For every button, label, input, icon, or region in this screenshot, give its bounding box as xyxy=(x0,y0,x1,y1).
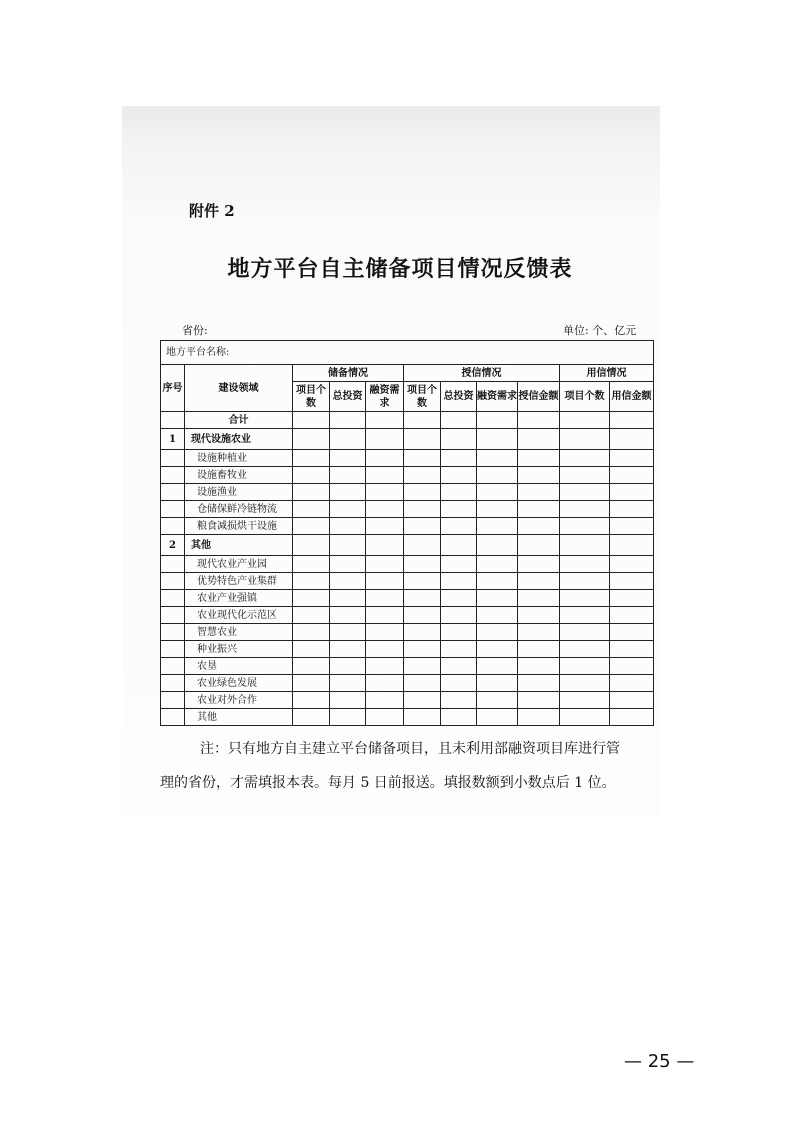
value-cell[interactable] xyxy=(610,429,654,450)
item-row xyxy=(161,658,654,675)
subheader-cell: 项目个数 xyxy=(293,382,330,412)
value-cell[interactable] xyxy=(441,624,477,641)
value-cell[interactable] xyxy=(330,412,366,429)
value-cell[interactable] xyxy=(477,501,518,518)
page-number: — 25 — xyxy=(624,1051,695,1072)
value-cell[interactable] xyxy=(441,501,477,518)
value-cell[interactable] xyxy=(610,590,654,607)
value-cell[interactable] xyxy=(441,658,477,675)
value-cell[interactable] xyxy=(477,573,518,590)
subheader-cell: 融资需求 xyxy=(366,382,404,412)
value-cell[interactable] xyxy=(477,556,518,573)
value-cell[interactable] xyxy=(404,641,441,658)
value-cell[interactable] xyxy=(518,692,560,709)
value-cell[interactable] xyxy=(518,501,560,518)
value-cell[interactable] xyxy=(404,429,441,450)
value-cell[interactable] xyxy=(330,675,366,692)
value-cell[interactable] xyxy=(330,658,366,675)
value-cell[interactable] xyxy=(477,518,518,535)
total-row xyxy=(161,412,654,429)
value-cell[interactable] xyxy=(518,709,560,726)
value-cell[interactable] xyxy=(404,607,441,624)
seq-cell: 1 xyxy=(161,429,185,450)
category-label: 现代设施农业 xyxy=(185,429,293,450)
value-cell[interactable] xyxy=(404,675,441,692)
value-cell[interactable] xyxy=(404,450,441,467)
seq-cell xyxy=(161,624,185,641)
value-cell[interactable] xyxy=(330,429,366,450)
value-cell[interactable] xyxy=(441,429,477,450)
value-cell[interactable] xyxy=(293,429,330,450)
value-cell[interactable] xyxy=(293,709,330,726)
subheader-cell: 用信金额 xyxy=(610,382,654,412)
value-cell[interactable] xyxy=(477,641,518,658)
value-cell[interactable] xyxy=(610,484,654,501)
value-cell[interactable] xyxy=(293,450,330,467)
item-row xyxy=(161,573,654,590)
value-cell[interactable] xyxy=(366,412,404,429)
value-cell[interactable] xyxy=(293,692,330,709)
value-cell[interactable] xyxy=(366,641,404,658)
item-label: 农业对外合作 xyxy=(185,692,293,709)
value-cell[interactable] xyxy=(366,590,404,607)
value-cell[interactable] xyxy=(366,450,404,467)
value-cell[interactable] xyxy=(518,556,560,573)
item-row xyxy=(161,641,654,658)
value-cell[interactable] xyxy=(477,624,518,641)
value-cell[interactable] xyxy=(441,573,477,590)
item-row xyxy=(161,590,654,607)
seq-cell xyxy=(161,658,185,675)
platform-name-label: 地方平台名称: xyxy=(161,341,654,365)
value-cell[interactable] xyxy=(477,484,518,501)
value-cell[interactable] xyxy=(518,429,560,450)
subheader-cell: 授信金额 xyxy=(518,382,560,412)
value-cell[interactable] xyxy=(293,675,330,692)
item-label: 设施种植业 xyxy=(185,450,293,467)
value-cell[interactable] xyxy=(404,692,441,709)
value-cell[interactable] xyxy=(610,641,654,658)
value-cell[interactable] xyxy=(330,624,366,641)
seq-cell xyxy=(161,607,185,624)
value-cell[interactable] xyxy=(610,573,654,590)
value-cell[interactable] xyxy=(560,709,610,726)
unit-label: 单位: 个、亿元 xyxy=(563,324,637,337)
value-cell[interactable] xyxy=(366,658,404,675)
value-cell[interactable] xyxy=(366,573,404,590)
seq-cell: 2 xyxy=(161,535,185,556)
seq-header: 序号 xyxy=(161,365,185,412)
value-cell[interactable] xyxy=(404,658,441,675)
value-cell[interactable] xyxy=(477,467,518,484)
value-cell[interactable] xyxy=(330,590,366,607)
value-cell[interactable] xyxy=(518,518,560,535)
item-row xyxy=(161,675,654,692)
value-cell[interactable] xyxy=(477,709,518,726)
value-cell[interactable] xyxy=(560,535,610,556)
value-cell[interactable] xyxy=(441,556,477,573)
value-cell[interactable] xyxy=(441,692,477,709)
item-label: 种业振兴 xyxy=(185,641,293,658)
value-cell[interactable] xyxy=(560,429,610,450)
value-cell[interactable] xyxy=(404,590,441,607)
value-cell[interactable] xyxy=(366,556,404,573)
value-cell[interactable] xyxy=(560,556,610,573)
value-cell[interactable] xyxy=(293,590,330,607)
attachment-label: 附件 2 xyxy=(189,202,235,220)
seq-cell xyxy=(161,573,185,590)
value-cell[interactable] xyxy=(518,535,560,556)
value-cell[interactable] xyxy=(330,501,366,518)
value-cell[interactable] xyxy=(441,675,477,692)
field-header: 建设领域 xyxy=(185,365,293,412)
item-label: 设施畜牧业 xyxy=(185,467,293,484)
value-cell[interactable] xyxy=(293,624,330,641)
group-header-reserve: 储备情况 xyxy=(293,365,404,382)
value-cell[interactable] xyxy=(293,501,330,518)
seq-cell xyxy=(161,692,185,709)
value-cell[interactable] xyxy=(560,658,610,675)
subheader-cell: 项目个数 xyxy=(404,382,441,412)
value-cell[interactable] xyxy=(330,518,366,535)
value-cell[interactable] xyxy=(518,590,560,607)
value-cell[interactable] xyxy=(610,412,654,429)
seq-cell xyxy=(161,467,185,484)
value-cell[interactable] xyxy=(330,556,366,573)
value-cell[interactable] xyxy=(441,518,477,535)
value-cell[interactable] xyxy=(404,535,441,556)
item-label: 其他 xyxy=(185,709,293,726)
value-cell[interactable] xyxy=(610,624,654,641)
value-cell[interactable] xyxy=(610,518,654,535)
item-row xyxy=(161,518,654,535)
value-cell[interactable] xyxy=(441,467,477,484)
value-cell[interactable] xyxy=(293,412,330,429)
value-cell[interactable] xyxy=(518,675,560,692)
value-cell[interactable] xyxy=(293,641,330,658)
value-cell[interactable] xyxy=(366,692,404,709)
item-label: 智慧农业 xyxy=(185,624,293,641)
item-label: 农垦 xyxy=(185,658,293,675)
value-cell[interactable] xyxy=(518,450,560,467)
value-cell[interactable] xyxy=(477,535,518,556)
item-row xyxy=(161,484,654,501)
value-cell[interactable] xyxy=(518,412,560,429)
item-label: 农业产业强镇 xyxy=(185,590,293,607)
value-cell[interactable] xyxy=(477,450,518,467)
value-cell[interactable] xyxy=(366,484,404,501)
province-label: 省份: xyxy=(182,324,208,337)
value-cell[interactable] xyxy=(293,535,330,556)
value-cell[interactable] xyxy=(477,675,518,692)
value-cell[interactable] xyxy=(366,518,404,535)
seq-cell xyxy=(161,556,185,573)
subheader-cell: 融资需求 xyxy=(477,382,518,412)
value-cell[interactable] xyxy=(610,535,654,556)
item-label: 仓储保鲜冷链物流 xyxy=(185,501,293,518)
value-cell[interactable] xyxy=(404,709,441,726)
group-header-credit: 授信情况 xyxy=(404,365,560,382)
value-cell[interactable] xyxy=(366,607,404,624)
value-cell[interactable] xyxy=(518,573,560,590)
value-cell[interactable] xyxy=(560,675,610,692)
value-cell[interactable] xyxy=(477,412,518,429)
value-cell[interactable] xyxy=(404,412,441,429)
total-label: 合计 xyxy=(185,412,293,429)
value-cell[interactable] xyxy=(441,450,477,467)
value-cell[interactable] xyxy=(560,590,610,607)
feedback-table xyxy=(160,340,654,726)
value-cell[interactable] xyxy=(518,658,560,675)
value-cell[interactable] xyxy=(330,709,366,726)
page-title: 地方平台自主储备项目情况反馈表 xyxy=(227,256,573,282)
value-cell[interactable] xyxy=(477,607,518,624)
item-label: 农业绿色发展 xyxy=(185,675,293,692)
value-cell[interactable] xyxy=(330,641,366,658)
value-cell[interactable] xyxy=(293,573,330,590)
item-row xyxy=(161,450,654,467)
value-cell[interactable] xyxy=(518,484,560,501)
value-cell[interactable] xyxy=(366,709,404,726)
value-cell[interactable] xyxy=(330,467,366,484)
value-cell[interactable] xyxy=(560,624,610,641)
value-cell[interactable] xyxy=(610,501,654,518)
value-cell[interactable] xyxy=(293,556,330,573)
value-cell[interactable] xyxy=(518,607,560,624)
value-cell[interactable] xyxy=(560,518,610,535)
value-cell[interactable] xyxy=(560,607,610,624)
item-row xyxy=(161,692,654,709)
seq-cell xyxy=(161,450,185,467)
seq-cell xyxy=(161,412,185,429)
value-cell[interactable] xyxy=(404,573,441,590)
seq-cell xyxy=(161,518,185,535)
value-cell[interactable] xyxy=(293,607,330,624)
value-cell[interactable] xyxy=(330,535,366,556)
value-cell[interactable] xyxy=(404,624,441,641)
value-cell[interactable] xyxy=(441,590,477,607)
value-cell[interactable] xyxy=(366,535,404,556)
item-row xyxy=(161,501,654,518)
value-cell[interactable] xyxy=(560,501,610,518)
item-row xyxy=(161,709,654,726)
seq-cell xyxy=(161,675,185,692)
value-cell[interactable] xyxy=(477,429,518,450)
value-cell[interactable] xyxy=(518,641,560,658)
value-cell[interactable] xyxy=(560,641,610,658)
value-cell[interactable] xyxy=(610,675,654,692)
value-cell[interactable] xyxy=(477,692,518,709)
value-cell[interactable] xyxy=(330,573,366,590)
category-row xyxy=(161,535,654,556)
value-cell[interactable] xyxy=(518,624,560,641)
subheader-cell: 总投资 xyxy=(330,382,366,412)
value-cell[interactable] xyxy=(404,484,441,501)
value-cell[interactable] xyxy=(404,518,441,535)
subheader-cell: 总投资 xyxy=(441,382,477,412)
value-cell[interactable] xyxy=(293,518,330,535)
value-cell[interactable] xyxy=(560,692,610,709)
seq-cell xyxy=(161,484,185,501)
item-label: 粮食减损烘干设施 xyxy=(185,518,293,535)
value-cell[interactable] xyxy=(404,467,441,484)
subheader-cell: 项目个数 xyxy=(560,382,610,412)
note-line-2: 理的省份，才需填报本表。每月 5 日前报送。填报数额到小数点后 1 位。 xyxy=(160,775,616,791)
value-cell[interactable] xyxy=(518,467,560,484)
value-cell[interactable] xyxy=(610,607,654,624)
note-line-1: 注：只有地方自主建立平台储备项目，且未利用部融资项目库进行管 xyxy=(200,741,620,757)
category-label: 其他 xyxy=(185,535,293,556)
item-row xyxy=(161,556,654,573)
value-cell[interactable] xyxy=(477,590,518,607)
value-cell[interactable] xyxy=(330,607,366,624)
value-cell[interactable] xyxy=(366,624,404,641)
value-cell[interactable] xyxy=(293,467,330,484)
seq-cell xyxy=(161,501,185,518)
value-cell[interactable] xyxy=(330,692,366,709)
value-cell[interactable] xyxy=(366,675,404,692)
value-cell[interactable] xyxy=(560,484,610,501)
value-cell[interactable] xyxy=(366,467,404,484)
value-cell[interactable] xyxy=(560,450,610,467)
value-cell[interactable] xyxy=(610,556,654,573)
category-row xyxy=(161,429,654,450)
item-row xyxy=(161,624,654,641)
value-cell[interactable] xyxy=(560,412,610,429)
value-cell[interactable] xyxy=(610,658,654,675)
value-cell[interactable] xyxy=(366,501,404,518)
value-cell[interactable] xyxy=(610,450,654,467)
seq-cell xyxy=(161,590,185,607)
value-cell[interactable] xyxy=(610,692,654,709)
value-cell[interactable] xyxy=(293,658,330,675)
item-row xyxy=(161,607,654,624)
value-cell[interactable] xyxy=(441,641,477,658)
value-cell[interactable] xyxy=(441,412,477,429)
value-cell[interactable] xyxy=(560,573,610,590)
value-cell[interactable] xyxy=(366,429,404,450)
value-cell[interactable] xyxy=(293,484,330,501)
value-cell[interactable] xyxy=(441,535,477,556)
value-cell[interactable] xyxy=(560,467,610,484)
value-cell[interactable] xyxy=(441,484,477,501)
group-header-usage: 用信情况 xyxy=(560,365,654,382)
value-cell[interactable] xyxy=(330,484,366,501)
value-cell[interactable] xyxy=(404,501,441,518)
seq-cell xyxy=(161,709,185,726)
item-label: 设施渔业 xyxy=(185,484,293,501)
item-label: 优势特色产业集群 xyxy=(185,573,293,590)
item-row xyxy=(161,467,654,484)
value-cell[interactable] xyxy=(330,450,366,467)
seq-cell xyxy=(161,641,185,658)
item-label: 农业现代化示范区 xyxy=(185,607,293,624)
value-cell[interactable] xyxy=(404,556,441,573)
item-label: 现代农业产业园 xyxy=(185,556,293,573)
value-cell[interactable] xyxy=(610,709,654,726)
value-cell[interactable] xyxy=(477,658,518,675)
value-cell[interactable] xyxy=(441,607,477,624)
value-cell[interactable] xyxy=(441,709,477,726)
value-cell[interactable] xyxy=(610,467,654,484)
